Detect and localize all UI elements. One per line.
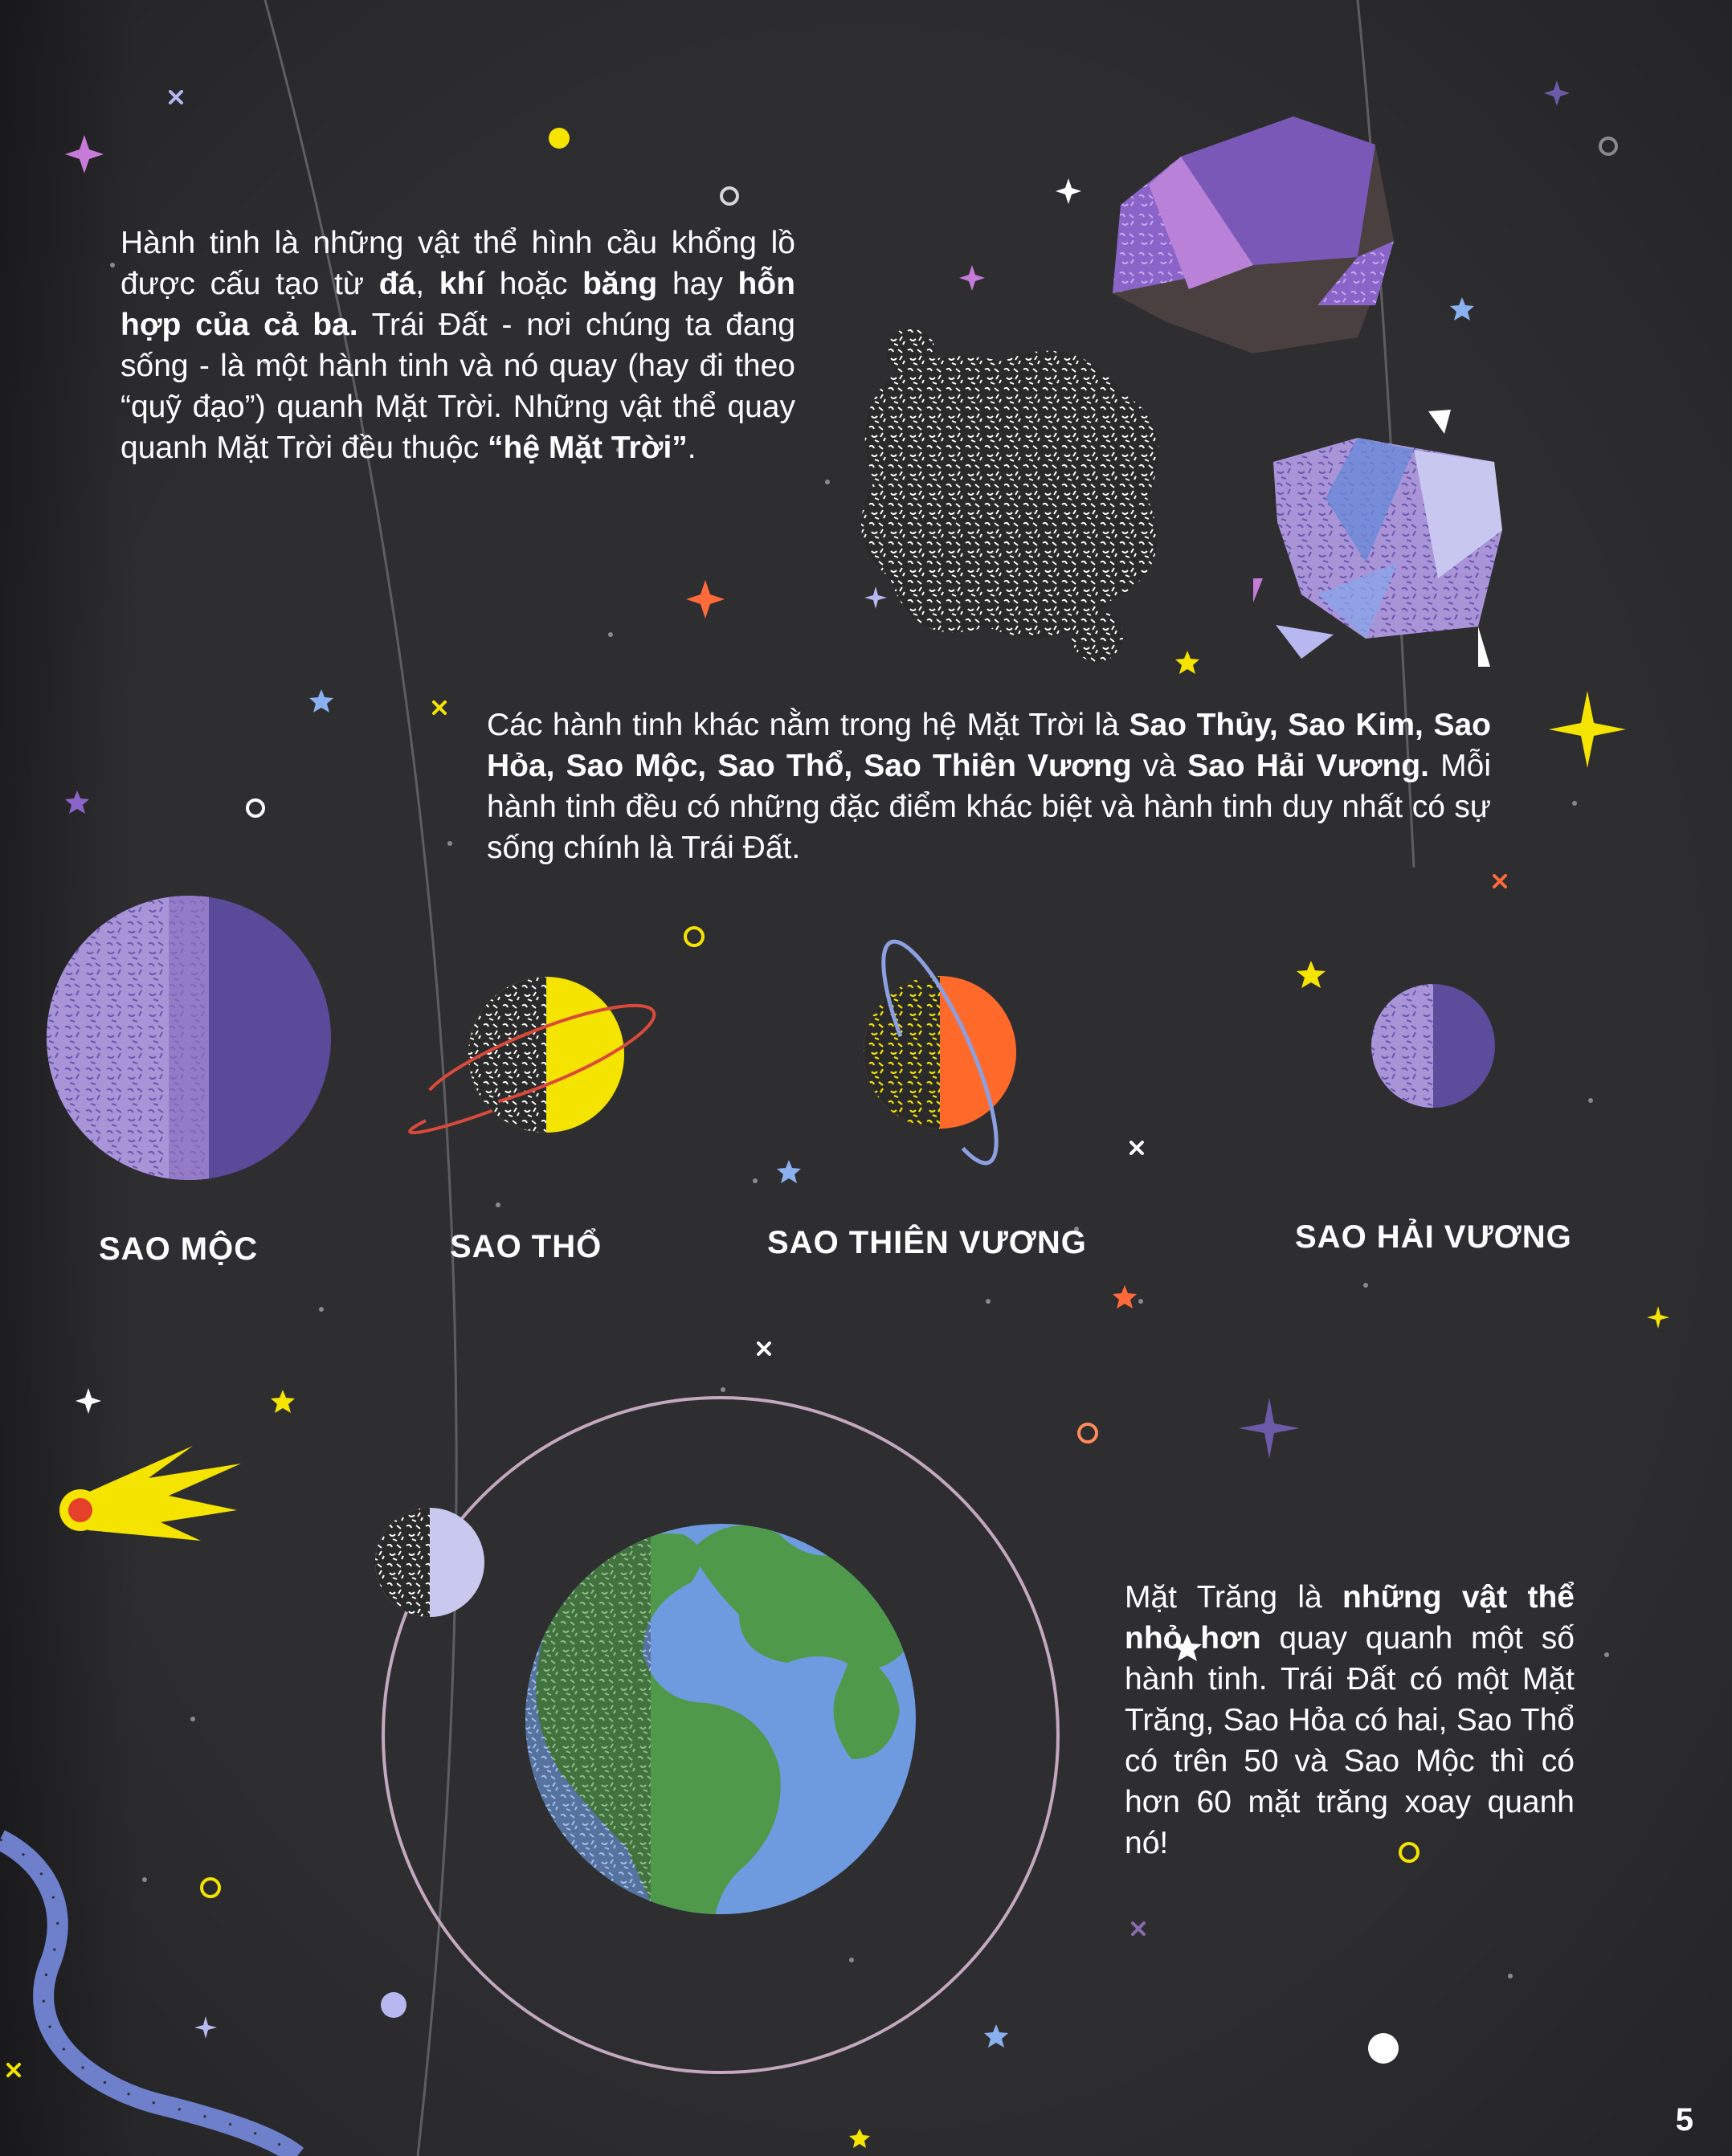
moons-paragraph: [1125, 1577, 1575, 1864]
others-text: và: [1131, 749, 1188, 783]
white-dot: [1368, 2033, 1399, 2064]
asteroid-small: [887, 328, 935, 376]
moons-bold: những vật thể nhỏ hơn: [1125, 1580, 1575, 1656]
intro-text: hay: [657, 267, 738, 301]
intro-text: Hành tinh là những vật thể hình cầu khổng lồ được cấu tạo từ: [121, 226, 795, 301]
intro-text: .: [687, 431, 696, 465]
intro-bold: khí: [439, 267, 485, 301]
asteroid-small: [1072, 610, 1123, 662]
others-bold: Sao Thủy, Sao Kim, Sao Hỏa, Sao Mộc, Sao Thổ, Sao Thiên Vương: [487, 708, 1491, 783]
intro-paragraph: [121, 223, 795, 468]
moons-text: Mặt Trăng là: [1125, 1580, 1342, 1615]
intro-bold: băng: [582, 267, 658, 301]
asteroid-small: [864, 524, 887, 546]
intro-text: Trái Đất - nơi chúng ta đang sống - là một hành tinh và nó quay (hay đi theo “quỹ đạo”) quanh Mặt Trời. Những vật thể quay quanh Mặt Trời đều thuộc: [121, 308, 795, 465]
yellow-dot: [549, 128, 570, 149]
others-text: Các hành tinh khác nằm trong hệ Mặt Trời là: [487, 708, 1129, 742]
intro-text: ,: [415, 267, 439, 301]
label-jupiter: SAO MỘC: [99, 1231, 259, 1267]
intro-bold: “hệ Mặt Trời”: [488, 431, 688, 465]
lavender-dot: [381, 1992, 406, 2018]
moons-text: quay quanh một số hành tinh. Trái Đất có một Mặt Trăng, Sao Hỏa có hai, Sao Thổ có trên 50 và Sao Mộc thì có hơn 60 mặt trăng xoay quanh nó!: [1125, 1621, 1575, 1860]
intro-bold: đá: [378, 267, 416, 301]
asteroid-speckled: [861, 351, 1159, 639]
intro-text: hoặc: [484, 267, 583, 301]
others-text: Mỗi hành tinh đều có những đặc điểm khác biệt và hành tinh duy nhất có sự sống chính là Trái Đất.: [487, 749, 1491, 865]
other-planets-paragraph: [487, 704, 1491, 868]
label-saturn: SAO THỔ: [450, 1229, 603, 1264]
label-neptune: SAO HẢI VƯƠNG: [1295, 1219, 1572, 1255]
label-uranus: SAO THIÊN VƯƠNG: [767, 1225, 1087, 1260]
intro-bold: hỗn hợp của cả ba.: [121, 267, 795, 342]
others-bold: Sao Hải Vương.: [1187, 749, 1430, 783]
page-number: 5: [1675, 2102, 1693, 2138]
